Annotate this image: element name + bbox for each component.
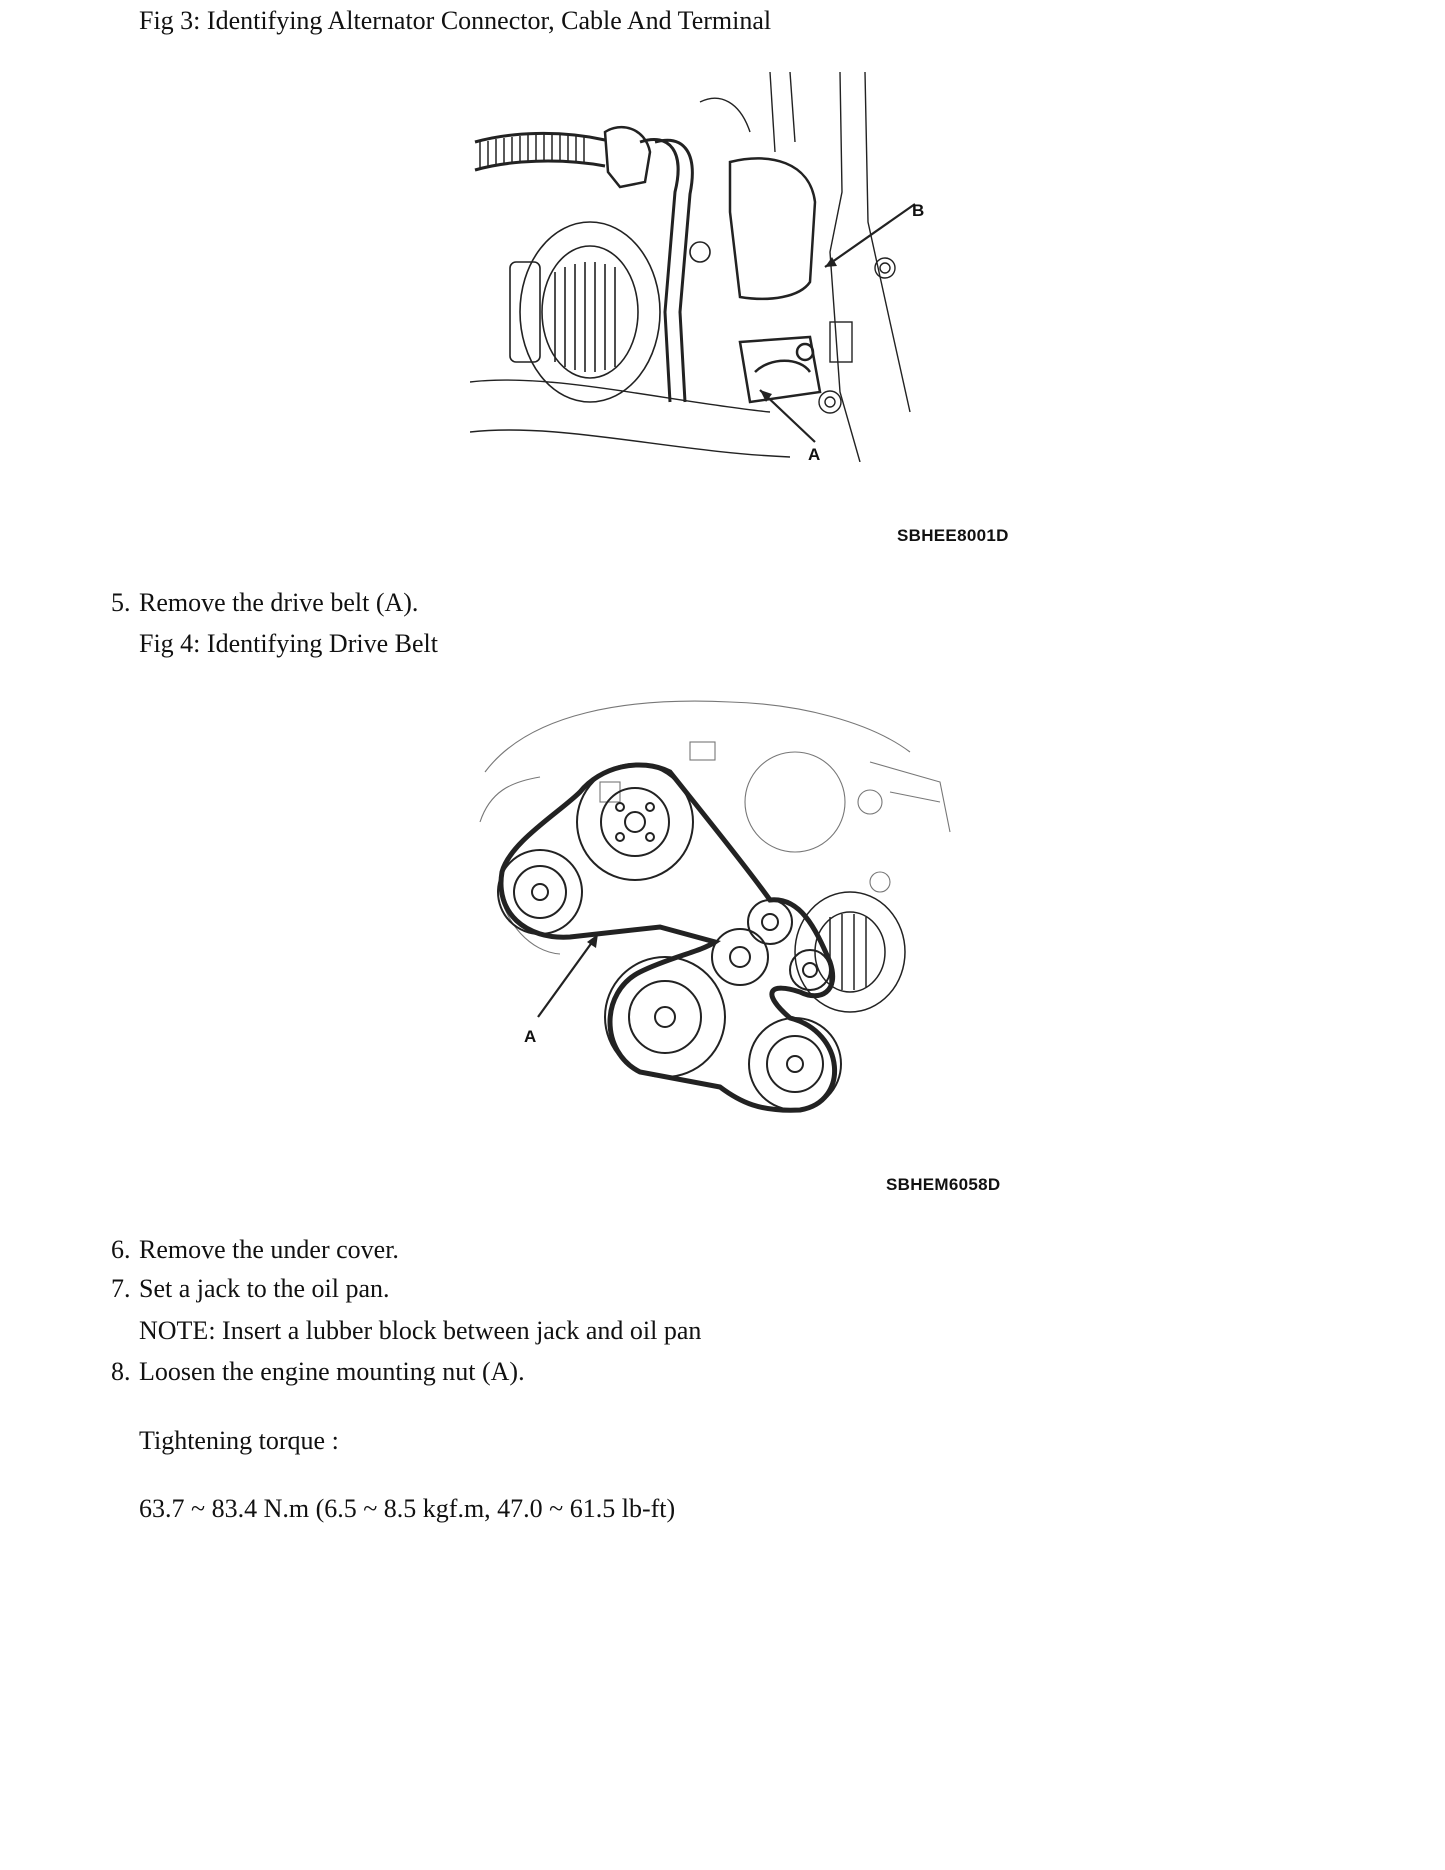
step-text: Loosen the engine mounting nut (A). — [139, 1357, 525, 1386]
step-number: 7. — [111, 1274, 131, 1303]
step-8 — [111, 1355, 525, 1389]
step-text: Remove the drive belt (A). — [139, 588, 419, 617]
step-6 — [111, 1233, 399, 1267]
fig4-drive-belt-illustration — [470, 692, 970, 1132]
step-text: Remove the under cover. — [139, 1235, 399, 1264]
fig3-image-code: SBHEE8001D — [897, 526, 1009, 545]
fig3-alternator-illustration — [470, 72, 970, 462]
step-number: 8. — [111, 1357, 131, 1386]
fig4-caption: Fig 4: Identifying Drive Belt — [139, 629, 438, 658]
fig4-label-a: A — [524, 1027, 537, 1046]
torque-label: Tightening torque : — [139, 1426, 339, 1455]
step-number: 6. — [111, 1235, 131, 1264]
fig3-label-b: B — [912, 201, 925, 220]
step-5 — [111, 586, 419, 620]
step-7 — [111, 1272, 390, 1306]
note-text: NOTE: Insert a lubber block between jack and oil pan — [139, 1316, 702, 1345]
fig3-caption: Fig 3: Identifying Alternator Connector, Cable And Terminal — [139, 6, 772, 35]
fig3-label-a: A — [808, 445, 821, 462]
fig4-image-code: SBHEM6058D — [886, 1175, 1001, 1194]
step-number: 5. — [111, 588, 131, 617]
torque-value: 63.7 ~ 83.4 N.m (6.5 ~ 8.5 kgf.m, 47.0 ~ 61.5 lb-ft) — [139, 1494, 676, 1523]
cable-sheath — [475, 133, 605, 170]
step-text: Set a jack to the oil pan. — [139, 1274, 390, 1303]
